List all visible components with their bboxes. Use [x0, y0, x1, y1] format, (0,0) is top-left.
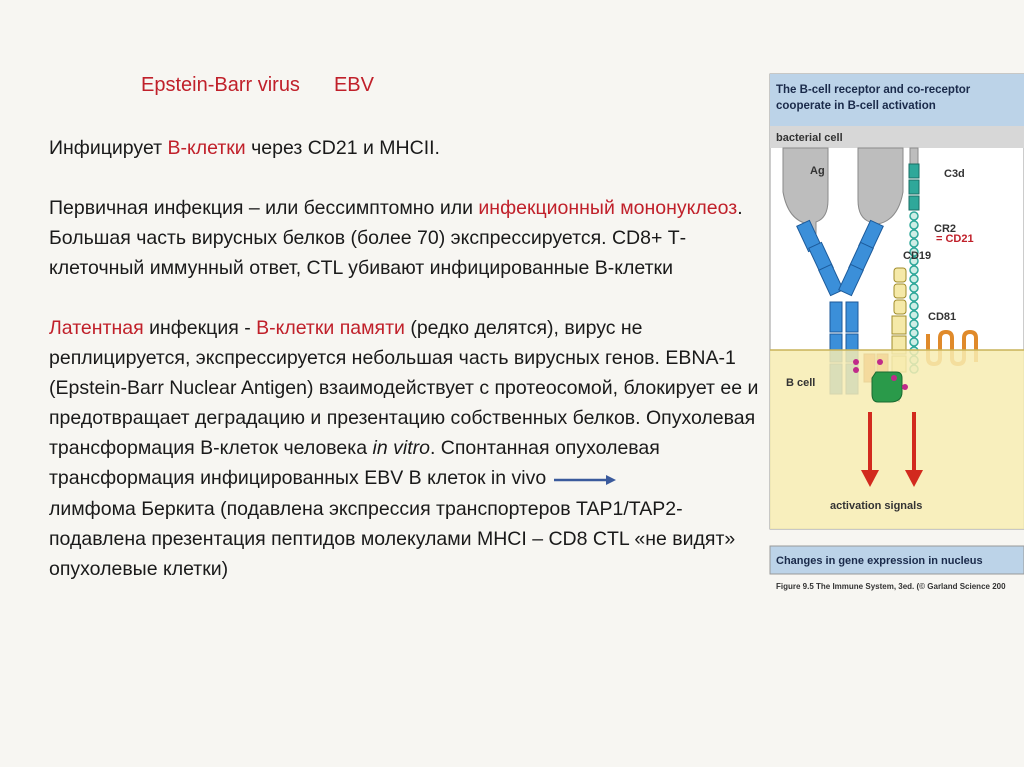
- body-text: [49, 133, 769, 584]
- c3d-label: C3d: [944, 168, 965, 180]
- cr2-label: CR2: [934, 223, 957, 235]
- text-run: . Спонтанная опухолевая трансформация инфицированных EBV В клеток in vivo: [49, 437, 660, 489]
- title-abbreviation: EBV: [333, 74, 374, 96]
- nucleus-box-label: Changes in gene expression in nucleus: [776, 555, 983, 567]
- cd21-annotation: = CD21: [936, 233, 974, 245]
- ag-label: Ag: [810, 165, 825, 177]
- paragraph-latent-infection: [49, 313, 769, 584]
- cd81-label: CD81: [928, 311, 957, 323]
- right-arrow-icon: [554, 464, 616, 494]
- figure-header-line-1: The B-cell receptor and co-receptor: [776, 84, 971, 96]
- highlight-mononucleosis: инфекционный мононуклеоз: [478, 197, 738, 219]
- highlight-b-cells: В-клетки: [167, 137, 246, 159]
- cd19-label: CD19: [903, 250, 932, 262]
- text-run: инфекция -: [143, 317, 257, 339]
- bacterial-cell-label: bacterial cell: [776, 132, 843, 144]
- figure-b-cell-receptor: [768, 72, 1024, 612]
- title-virus-name: Epstein-Barr virus: [141, 74, 300, 96]
- text-run: Первичная инфекция – или бессимптомно или: [49, 197, 479, 219]
- paragraph-primary-infection: [49, 193, 769, 283]
- text-run: (редко делятся), вирус не реплицируется, экспрессируется небольшая часть вирусных генов. EBNA-1 (Epstein-Barr Nuclear Antigen) взаимодействует с протеосомой, блокирует ее и предотвращает деградацию и презентацию собственных белков. Опухолевая трансформация В-клеток человека: [49, 317, 759, 459]
- text-run: лимфома Беркита (подавлена экспрессия транспортеров TAP1/TAP2-подавлена презентация пептидов молекулами MHCI – CD8 CTL «не видят» опухолевые клетки): [49, 497, 736, 580]
- highlight-latent: Латентная: [49, 317, 144, 339]
- activation-signals-label: activation signals: [830, 500, 923, 512]
- highlight-memory-b-cells: В-клетки памяти: [256, 317, 405, 339]
- text-run: Инфицирует: [49, 137, 168, 159]
- figure-caption: Figure 9.5 The Immune System, 3ed. (© Garland Science 200: [776, 582, 1006, 591]
- text-run: . Большая часть вирусных белков (более 70) экспрессируется. CD8+ Т-клеточный иммунный ответ, CTL убивают инфицированные В-клетки: [49, 197, 743, 279]
- text-run: через CD21 и MHCII.: [245, 137, 440, 159]
- kinase-green: [872, 372, 902, 402]
- figure-header-line-2: cooperate in B-cell activation: [776, 100, 936, 112]
- c3d-stalk: [910, 148, 918, 164]
- c3d-chain: [909, 164, 919, 210]
- b-cell-label: B cell: [786, 377, 816, 389]
- slide-title: [141, 74, 374, 97]
- paragraph-infection-route: [49, 133, 769, 163]
- italic-in-vitro: in vitro: [372, 437, 430, 459]
